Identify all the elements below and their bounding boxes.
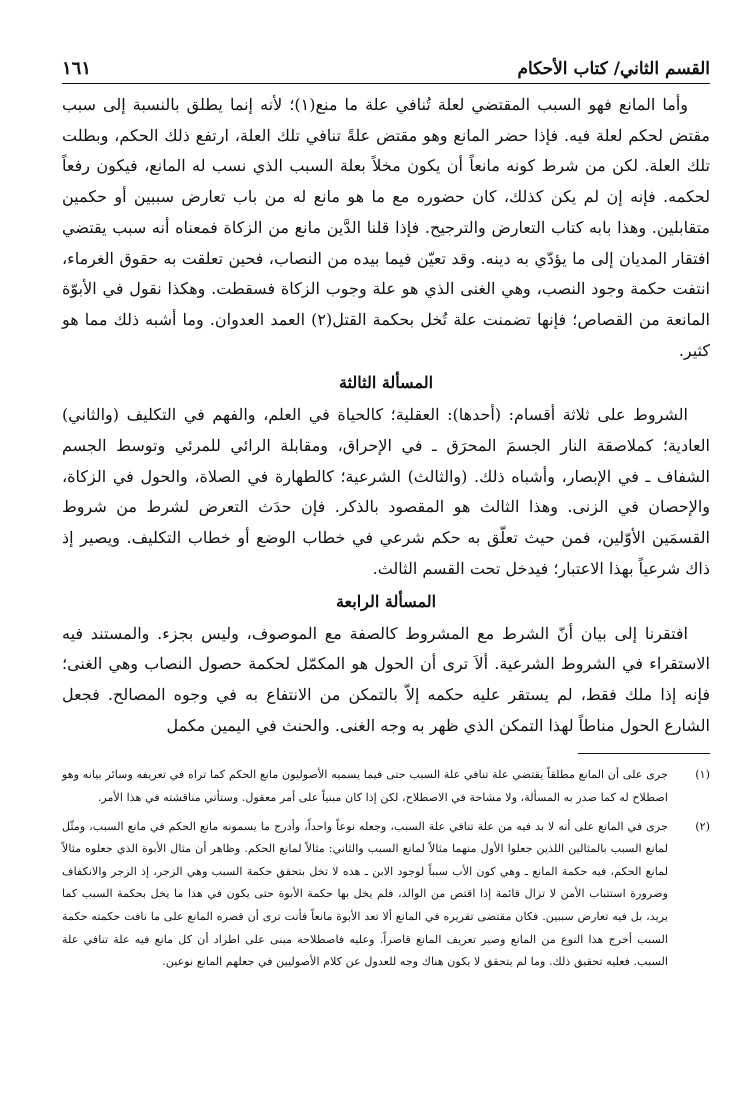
footnote-number: (١) bbox=[695, 768, 710, 782]
footnote bbox=[62, 764, 710, 809]
header-title: القسم الثاني/ كتاب الأحكام bbox=[517, 59, 710, 79]
page-number: ١٦١ bbox=[62, 58, 92, 79]
heading-third-issue: المسألة الثالثة bbox=[338, 373, 434, 393]
footnote-separator bbox=[578, 753, 710, 754]
paragraph-shart-sifa: افتقرنا إلى بيان أنّ الشرط مع المشروط كالصفة مع الموصوف، وليس بجزء. والمستند فيه الاستقراء في الشروط الشرعية. ألاَ ترى أن الحول هو المكمّل لحكمة حصول النصاب وهي الغنى؛ فإنه إذا ملك فقط، لم يستقر عليه حكمه إلاّ بالتمكن من الانتفاع به في وجوه المصالح. فجعل الشارع الحول مناطاً لهذا التمكن الذي ظهر به وجه الغنى. والحنث في اليمين مكمل bbox=[62, 623, 710, 735]
footnote-number: (٢) bbox=[695, 819, 710, 833]
footnote-text: جرى على أن المانع مطلقاً يقتضي علة تنافي علة السبب حتى فيما يسميه الأصوليون مانع الحكم كما تراه في تعريفه وسائر بيانه وهو اصطلاح له كما صدر به المسألة، ولا مشاحة في الاصطلاح، لكن إذا كان مبنياً على أمر معقول. وستأتي مناقشته في هذا الأمر. bbox=[62, 768, 668, 804]
running-header bbox=[62, 58, 710, 84]
main-text bbox=[62, 90, 710, 741]
paragraph-shurut: الشروط على ثلاثة أقسام: (أحدها): العقلية؛ كالحياة في العلم، والفهم في التكليف (والثاني) العادية؛ كملاصقة النار الجسمَ المحرَق ـ في الإحراق، ومقابلة الرائي للمرئي وتوسط الجسم الشفاف ـ في الإبصار، وأشباه ذلك. (والثالث) الشرعية؛ كالطهارة في الصلاة، والحول في الزكاة، والإحصان في الزنى. وهذا الثالث هو المقصود بالذكر. فإن حدَث التعرض لشرط من شروط القسمَين الأوّلين، فمن حيث تعلّق به حكم شرعي في خطاب الوضع أو خطاب التكليف. ويصير إذ ذاك شرعياً بهذا الاعتبار؛ فيدخل تحت القسم الثالث. bbox=[62, 405, 710, 578]
heading-fourth-issue: المسألة الرابعة bbox=[335, 591, 437, 611]
footnote-text: جرى في المانع على أنه لا بد فيه من علة تنافي علة السبب، وجعله نوعاً واحداً، وأدرج ما يسمونه مانع الحكم في مانع السبب، ومثّل لمانع السبب بالمثالين اللذين جعلوا الأول منهما مثالاً لمانع السبب والثاني: مثالاً لمانع الحكم. وظاهر أن مثال الأبوة الذي جعلوه مثالاً لمانع الحكم، فيه حكمة المانع ـ وهي كون الأب سبباً لوجود الابن ـ هذه لا تخل بتحقق حكمة السبب وهي الزجر، إذ الزجر والانكفاف وضرورة استتباب الأمن لا تزال قائمة إذا اقتص من الوالد، فلم يخل بها حكمة الأبوة حتى يكون في هذا ما يخل بحكمة السبب كما يريد، بل فيه تعارض سببين. فكان مقتضى تقريره في المانع ألا تعد الأبوة مانعاً فأنت ترى أن قصره المانع على ما نافت حكمته حكمة السبب أخرج هذا النوع من المانع وصير تعريف المانع قاصراً. وعليه فاصطلاحه مبنى على اطراد أن كل مانع فيه علة تنافي علة السبب. فعليه تحقيق ذلك. وما لم يتحقق لا يكون هناك وجه للعدول عن كلام الأصوليين في جعلهم المانع نوعين. bbox=[62, 819, 668, 969]
footnotes bbox=[62, 764, 710, 973]
footnote bbox=[62, 816, 710, 974]
paragraph-mani: وأما المانع فهو السبب المقتضي لعلة تُنافي علة ما منع(١)؛ لأنه إنما يطلق بالنسبة إلى سبب مقتض لحكم لعلة فيه. فإذا حضر المانع وهو مقتض علةً تنافي تلك العلة، ارتفع ذلك الحكم، وبطلت تلك العلة. لكن من شرط كونه مانعاً أن يكون مخلاً بعلة السبب الذي نسب له المانع، فيكون رفعاً لحكمه. فإنه إن لم يكن كذلك، كان حضوره مع ما هو مانع له من باب تعارض سببين أو حكمين متقابلين. وهذا بابه كتاب التعارض والترجيح. فإذا قلنا الدَّين مانع من الزكاة فمعناه أنه سبب يقتضي افتقار المديان إلى ما يؤدّي به دينه. وقد تعيّن فيما بيده من النصاب، فحين تعلقت به حقوق الغرماء، انتفت حكمة وجود النصب، وهي الغنى الذي هو علة وجوب الزكاة فسقطت. وهكذا نقول في الأبوّة المانعة من القصاص؛ فإنها تضمنت علة تُخل بحكمة القتل(٢) العمد العدوان. وما أشبه ذلك مما هو كثير. bbox=[62, 95, 711, 360]
book-page bbox=[62, 58, 710, 980]
